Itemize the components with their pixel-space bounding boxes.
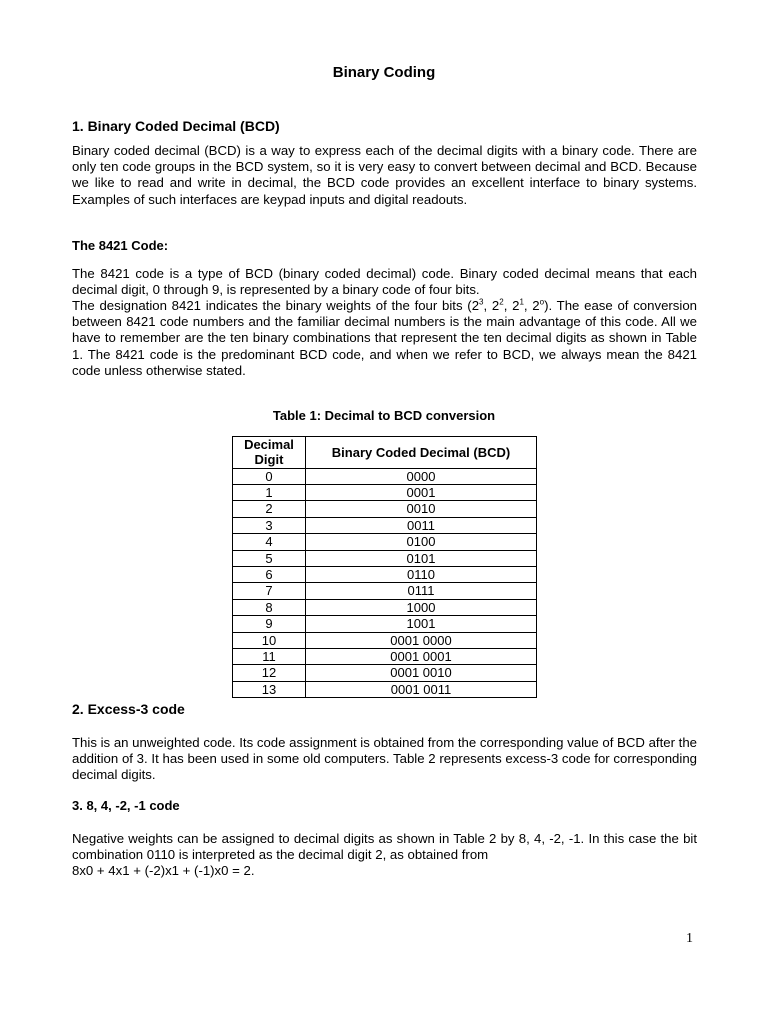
table-row: [233, 468, 537, 484]
exponent-1: 1: [519, 297, 524, 307]
bcd-code-cell: 0111: [306, 583, 537, 599]
bcd-code-cell: 0001 0010: [306, 665, 537, 681]
bcd-code-cell: 0001 0011: [306, 681, 537, 697]
code-8421-sep3: , 2: [523, 298, 540, 313]
section-heading-bcd: 1. Binary Coded Decimal (BCD): [72, 118, 280, 134]
decimal-digit-cell: 13: [233, 681, 306, 697]
table-row: [233, 616, 537, 632]
table-row: [233, 665, 537, 681]
code-8421-paragraph-1: The 8421 code is a type of BCD (binary coded decimal) code. Binary coded decimal means that each decimal digit, 0 through 9, is represented by a binary code of four bits.: [72, 266, 697, 298]
table-row: [233, 566, 537, 582]
code-8421-sep2: , 2: [503, 298, 520, 313]
bcd-code-cell: 0000: [306, 468, 537, 484]
bcd-code-cell: 0110: [306, 566, 537, 582]
decimal-digit-cell: 1: [233, 484, 306, 500]
excess3-paragraph: This is an unweighted code. Its code assignment is obtained from the corresponding value of BCD after the addition of 3. It has been used in some old computers. Table 2 represents excess-3 code for corresponding decimal digits.: [72, 735, 697, 783]
decimal-digit-cell: 3: [233, 517, 306, 533]
page-number: 1: [686, 931, 693, 946]
bcd-code-cell: 0101: [306, 550, 537, 566]
decimal-digit-cell: 9: [233, 616, 306, 632]
table-row: [233, 517, 537, 533]
table-row: [233, 534, 537, 550]
negative-weights-text: Negative weights can be assigned to decimal digits as shown in Table 2 by 8, 4, -2, -1. In this case the bit combination 0110 is interpreted as the decimal digit 2, as obtained from: [72, 831, 697, 863]
table-row: [233, 648, 537, 664]
bcd-code-cell: 1001: [306, 616, 537, 632]
bcd-code-cell: 0001 0001: [306, 648, 537, 664]
code-8421-sep1: , 2: [483, 298, 500, 313]
bcd-paragraph: Binary coded decimal (BCD) is a way to express each of the decimal digits with a binary code. There are only ten code groups in the BCD system, so it is very easy to convert between decimal and BCD. Because we like to read and write in decimal, the BCD code provides an excellent interface to binary systems. Examples of such interfaces are keypad inputs and digital readouts.: [72, 143, 697, 207]
decimal-digit-cell: 8: [233, 599, 306, 615]
table-row: [233, 632, 537, 648]
exponent-2: 2: [499, 297, 504, 307]
table-body: [233, 468, 537, 697]
bcd-code-cell: 0001 0000: [306, 632, 537, 648]
table-row: [233, 681, 537, 697]
bcd-code-cell: 0010: [306, 501, 537, 517]
table-row: [233, 550, 537, 566]
table-row: [233, 599, 537, 615]
table-header-decimal: Decimal Digit: [233, 437, 306, 469]
bcd-conversion-table: [232, 436, 537, 698]
table-1-caption: Table 1: Decimal to BCD conversion: [272, 408, 496, 423]
table-header-row: [233, 437, 537, 469]
table-row: [233, 501, 537, 517]
decimal-digit-cell: 5: [233, 550, 306, 566]
table-row: [233, 484, 537, 500]
section-heading-8421: The 8421 Code:: [72, 238, 169, 253]
bcd-code-cell: 1000: [306, 599, 537, 615]
bcd-code-cell: 0001: [306, 484, 537, 500]
decimal-digit-cell: 4: [233, 534, 306, 550]
code-8421-p2-after: ). The ease of conversion between 8421 code numbers and the familiar decimal numbers is the main advantage of this code. All we have to remember are the ten binary combinations that represent the ten decimal digits as shown in Table 1. The 8421 code is the predominant BCD code, and when we refer to BCD, we always mean the 8421 code unless otherwise stated.: [72, 298, 697, 378]
negative-weights-formula: 8x0 + 4x1 + (-2)x1 + (-1)x0 = 2.: [72, 863, 255, 879]
exponent-0: o: [539, 297, 545, 307]
code-8421-p2-before: The designation 8421 indicates the binary weights of the four bits (2: [72, 298, 480, 313]
table-header-bcd: Binary Coded Decimal (BCD): [306, 437, 537, 469]
decimal-digit-cell: 0: [233, 468, 306, 484]
bcd-code-cell: 0011: [306, 517, 537, 533]
section-heading-excess3: 2. Excess-3 code: [72, 701, 185, 717]
exponent-3: 3: [479, 297, 484, 307]
decimal-digit-cell: 11: [233, 648, 306, 664]
document-title: Binary Coding: [332, 64, 436, 81]
negative-weights-paragraph: [72, 831, 697, 880]
decimal-digit-cell: 2: [233, 501, 306, 517]
decimal-digit-cell: 7: [233, 583, 306, 599]
code-8421-paragraph-2: [72, 298, 697, 379]
table-row: [233, 583, 537, 599]
decimal-digit-cell: 6: [233, 566, 306, 582]
bcd-code-cell: 0100: [306, 534, 537, 550]
decimal-digit-cell: 12: [233, 665, 306, 681]
decimal-digit-cell: 10: [233, 632, 306, 648]
section-heading-negative-weights: 3. 8, 4, -2, -1 code: [72, 798, 180, 813]
